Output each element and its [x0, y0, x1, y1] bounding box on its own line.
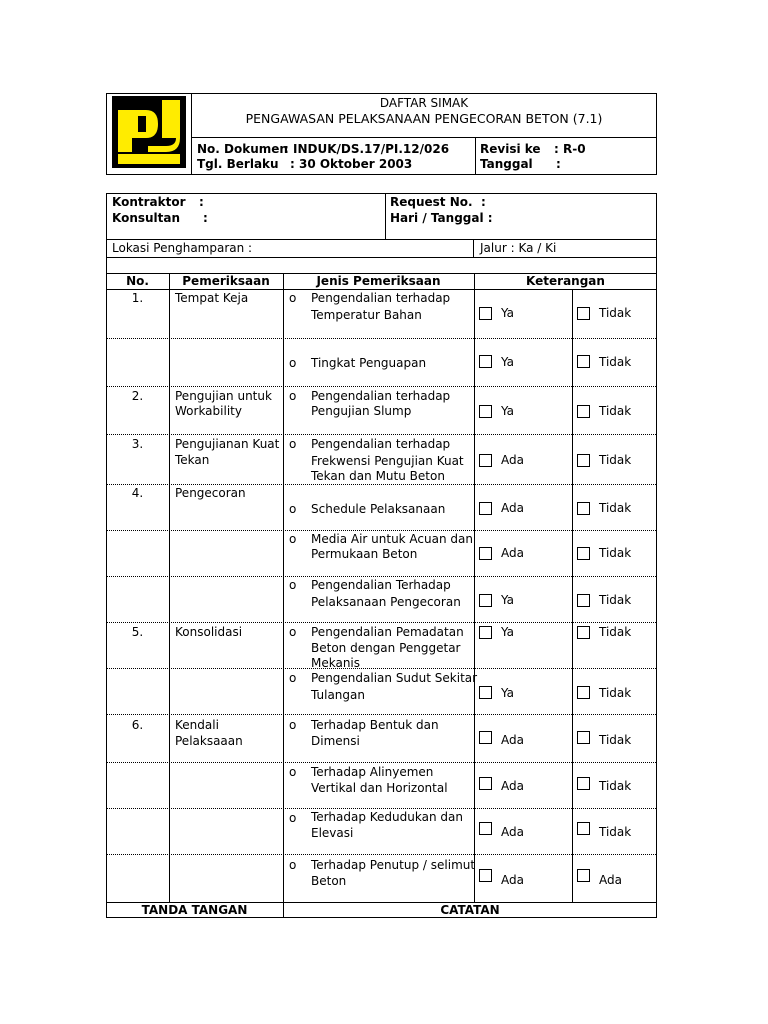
checkbox[interactable]: [577, 547, 590, 560]
row-no: 6.: [131, 718, 144, 732]
option-label: Ya: [501, 625, 515, 639]
row-divider: [107, 622, 656, 623]
pu-logo-icon: [112, 96, 186, 168]
checkbox[interactable]: [479, 686, 492, 699]
row-jenis: Temperatur Bahan: [311, 308, 422, 322]
checkbox[interactable]: [577, 405, 590, 418]
row-divider: [107, 484, 656, 485]
checkbox[interactable]: [479, 869, 492, 882]
row-jenis: Tulangan: [311, 688, 365, 702]
checkbox[interactable]: [479, 731, 492, 744]
row-bullet: o: [289, 356, 297, 370]
col-header-pemeriksaan: Pemeriksaan: [182, 274, 270, 288]
checkbox[interactable]: [577, 307, 590, 320]
row-divider: [107, 808, 656, 809]
col-header-no: No.: [126, 274, 149, 288]
info-divider: [385, 193, 386, 240]
header-title-2: PENGAWASAN PELAKSANAAN PENGECORAN BETON (7.1): [245, 111, 603, 126]
row-jenis: Pengendalian Sudut Sekitar: [311, 671, 478, 685]
row-divider: [107, 668, 656, 669]
option-label: Tidak: [599, 593, 632, 607]
header-revisi-divider: [475, 137, 476, 175]
col-divider-ket2: [572, 289, 573, 902]
row-divider: [107, 434, 656, 435]
row-bullet: o: [289, 437, 297, 451]
checkbox[interactable]: [577, 594, 590, 607]
option-label: Ya: [501, 593, 515, 607]
row-jenis: Terhadap Kedudukan dan: [311, 810, 463, 824]
row-bullet: o: [289, 389, 297, 403]
row-jenis: Terhadap Bentuk dan: [311, 718, 439, 732]
option-label: Tidak: [599, 306, 632, 320]
row-jenis: Media Air untuk Acuan dan: [311, 532, 473, 546]
revisi-label: Revisi ke: [480, 142, 541, 156]
row-bullet: o: [289, 625, 297, 639]
row-bullet: o: [289, 532, 297, 546]
row-jenis: Vertikal dan Horizontal: [311, 781, 448, 795]
checkbox[interactable]: [479, 547, 492, 560]
checkbox[interactable]: [577, 502, 590, 515]
row-bullet: o: [289, 718, 297, 732]
tgl-berlaku-value: : 30 Oktober 2003: [290, 157, 413, 171]
option-label: Ada: [501, 453, 524, 467]
row-jenis: Pengendalian terhadap: [311, 437, 451, 451]
row-jenis: Pengujian Slump: [311, 404, 412, 418]
row-jenis: Schedule Pelaksanaan: [311, 502, 446, 516]
option-label: Tidak: [599, 546, 632, 560]
checkbox[interactable]: [577, 777, 590, 790]
konsultan-label: Konsultan: [112, 211, 181, 225]
row-no: 5.: [131, 625, 144, 639]
tanggal-value: :: [556, 157, 561, 171]
row-no: 2.: [131, 389, 144, 403]
option-label: Tidak: [599, 733, 632, 747]
checkbox[interactable]: [479, 454, 492, 467]
option-label: Tidak: [599, 686, 632, 700]
option-label: Ada: [501, 501, 524, 515]
kontraktor-colon: :: [199, 195, 204, 209]
option-label: Ya: [501, 404, 515, 418]
option-label: Ada: [501, 779, 524, 793]
catatan-label: CATATAN: [440, 903, 500, 917]
checkbox[interactable]: [577, 626, 590, 639]
checkbox[interactable]: [479, 822, 492, 835]
col-divider-jenis: [283, 273, 284, 918]
row-divider: [107, 762, 656, 763]
option-label: Ada: [501, 873, 524, 887]
checkbox[interactable]: [479, 405, 492, 418]
lokasi-divider: [473, 240, 474, 258]
row-bullet: o: [289, 765, 297, 779]
option-label: Tidak: [599, 625, 632, 639]
checkbox[interactable]: [577, 731, 590, 744]
option-label: Ada: [501, 546, 524, 560]
spacer-row: [106, 258, 657, 273]
row-bullet: o: [289, 502, 297, 516]
tanggal-label: Tanggal: [480, 157, 533, 171]
row-pemeriksaan: Pengujianan Kuat: [175, 437, 280, 451]
col-header-keterangan: Keterangan: [526, 274, 605, 288]
row-divider: [107, 576, 656, 577]
checkbox[interactable]: [577, 454, 590, 467]
konsultan-colon: :: [203, 211, 208, 225]
request-label: Request No.: [390, 195, 473, 209]
header-title-divider: [191, 137, 657, 138]
option-label: Tidak: [599, 501, 632, 515]
request-colon: :: [481, 195, 486, 209]
jalur-label: Jalur : Ka / Ki: [480, 241, 557, 255]
checkbox[interactable]: [577, 869, 590, 882]
header-title-1: DAFTAR SIMAK: [379, 96, 469, 110]
checkbox[interactable]: [577, 355, 590, 368]
row-jenis: Pengendalian terhadap: [311, 291, 451, 305]
option-label: Ya: [501, 686, 515, 700]
row-pemeriksaan: Tempat Keja: [175, 291, 249, 305]
row-jenis: Tingkat Penguapan: [311, 356, 427, 370]
row-jenis: Pengendalian Pemadatan: [311, 625, 464, 639]
row-pemeriksaan: Tekan: [175, 453, 210, 467]
row-bullet: o: [289, 811, 297, 825]
row-bullet: o: [289, 291, 297, 305]
row-bullet: o: [289, 578, 297, 592]
row-pemeriksaan: Pengecoran: [175, 486, 246, 500]
no-dokumen-value: : INDUK/DS.17/PI.12/026: [284, 142, 450, 156]
row-jenis: Mekanis: [311, 656, 361, 670]
checkbox[interactable]: [479, 355, 492, 368]
option-label: Tidak: [599, 453, 632, 467]
tanda-tangan-label: TANDA TANGAN: [141, 903, 248, 917]
tgl-berlaku-label: Tgl. Berlaku: [197, 157, 279, 171]
checkbox[interactable]: [479, 777, 492, 790]
checkbox[interactable]: [577, 822, 590, 835]
col-header-jenis: Jenis Pemeriksaan: [316, 274, 441, 288]
row-jenis: Dimensi: [311, 734, 360, 748]
option-label: Tidak: [599, 779, 632, 793]
revisi-value: : R-0: [554, 142, 586, 156]
row-no: 4.: [131, 486, 144, 500]
row-divider: [107, 714, 656, 715]
row-bullet: o: [289, 858, 297, 872]
checkbox[interactable]: [479, 307, 492, 320]
row-no: 3.: [131, 437, 144, 451]
row-jenis: Pengendalian Terhadap: [311, 578, 451, 592]
row-pemeriksaan: Pengujian untuk: [175, 389, 272, 403]
row-pemeriksaan: Konsolidasi: [175, 625, 243, 639]
table-header-line: [106, 289, 657, 290]
row-divider: [107, 386, 656, 387]
info-box: [106, 193, 657, 240]
row-jenis: Terhadap Penutup / selimut: [311, 858, 476, 872]
row-jenis: Pelaksanaan Pengecoran: [311, 595, 461, 609]
option-label: Ada: [599, 873, 622, 887]
row-jenis: Frekwensi Pengujian Kuat: [311, 454, 464, 468]
row-jenis: Pengendalian terhadap: [311, 389, 451, 403]
checkbox[interactable]: [479, 502, 492, 515]
row-jenis: Beton: [311, 874, 347, 888]
row-pemeriksaan: Kendali: [175, 718, 219, 732]
checkbox[interactable]: [577, 686, 590, 699]
row-jenis: Permukaan Beton: [311, 547, 418, 561]
option-label: Ya: [501, 306, 515, 320]
lokasi-label: Lokasi Penghamparan :: [112, 241, 253, 255]
row-pemeriksaan: Workability: [175, 404, 242, 418]
row-jenis: Elevasi: [311, 826, 354, 840]
option-label: Tidak: [599, 355, 632, 369]
row-jenis: Beton dengan Penggetar: [311, 641, 461, 655]
row-bullet: o: [289, 671, 297, 685]
option-label: Ada: [501, 733, 524, 747]
hari-tanggal-label: Hari / Tanggal :: [390, 211, 493, 225]
option-label: Tidak: [599, 825, 632, 839]
option-label: Ada: [501, 825, 524, 839]
row-pemeriksaan: Pelaksaaan: [175, 734, 243, 748]
row-divider: [107, 854, 656, 855]
option-label: Tidak: [599, 404, 632, 418]
row-divider: [107, 338, 656, 339]
row-divider: [107, 530, 656, 531]
row-no: 1.: [131, 291, 144, 305]
option-label: Ya: [501, 355, 515, 369]
checkbox[interactable]: [479, 626, 492, 639]
checkbox[interactable]: [479, 594, 492, 607]
no-dokumen-label: No. Dokumen: [197, 142, 288, 156]
row-jenis: Tekan dan Mutu Beton: [311, 469, 445, 483]
kontraktor-label: Kontraktor: [112, 195, 186, 209]
row-jenis: Terhadap Alinyemen: [311, 765, 434, 779]
